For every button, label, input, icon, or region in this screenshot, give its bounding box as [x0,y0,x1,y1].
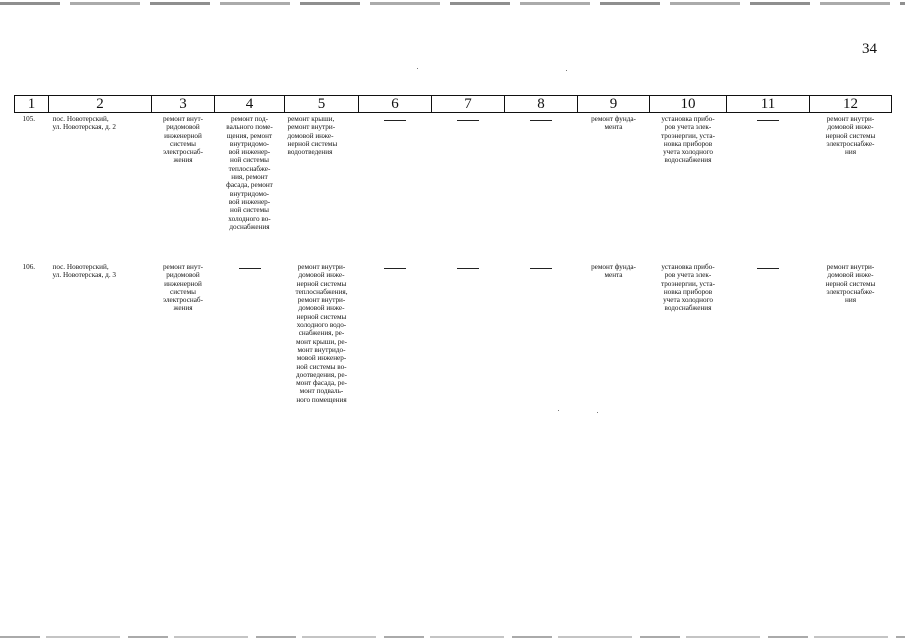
column-header: 2 [49,96,152,113]
work-cell [152,261,215,433]
dash-mark [530,268,552,269]
row-number-text: 106. [22,263,36,271]
work-cell [152,113,215,262]
column-header: 3 [152,96,215,113]
work-cell [650,261,727,433]
work-text: установка прибо- ров учета элек- троэнергии, уста- новка приборов учета холодного водоснабжения [660,263,716,313]
dash-mark [530,120,552,121]
dash-mark [384,268,406,269]
repair-schedule-table [14,95,892,433]
row-number-text: 105. [22,115,36,123]
dash-mark [384,120,406,121]
work-text: ремонт внутри- домовой инже- нерной системы теплоснабжения, ремонт внутри- домовой инже- нерной системы холодного водо- снабжения, ре- монт крыши, ре- монт внутридо- мовой инженер- ной системы во- доотведения, ре- монт фасада, ре- монт подваль- ного помещения [295,263,348,404]
row-number [15,113,49,262]
empty-cell [505,261,578,433]
work-text: ремонт внутри- домовой инже- нерной системы электроснабже- ния [825,115,876,157]
dash-mark [457,268,479,269]
work-text: ремонт внутри- домовой инже- нерной системы электроснабже- ния [825,263,876,305]
work-text: ремонт крыши, ремонт внутри- домовой инже- нерной системы водоотведения [287,115,338,157]
work-cell [810,261,892,433]
column-header: 5 [285,96,359,113]
row-number [15,261,49,433]
column-header: 8 [505,96,578,113]
column-header: 6 [359,96,432,113]
column-header: 4 [215,96,285,113]
page-number: 34 [862,41,877,57]
dash-mark [457,120,479,121]
work-text: ремонт фунда- мента [591,115,636,132]
work-cell [285,113,359,262]
work-cell [578,113,650,262]
dash-mark [239,268,261,269]
table-row [15,261,892,433]
work-text: ремонт внут- ридомовой инженерной системы электроснаб- жения [162,263,204,313]
work-cell [215,113,285,262]
empty-cell [359,113,432,262]
address-cell [49,261,152,433]
scan-speck [566,70,567,71]
work-text: ремонт под- вального поме- щения, ремонт внутридомо- вой инженер- ной системы теплоснабже- ния, ремонт фасада, ремонт внутридомо- вой инженер- ной системы холодного во- доснабжения [226,115,273,231]
dash-mark [757,268,779,269]
scan-edge-bottom [0,636,905,638]
work-cell [650,113,727,262]
empty-cell [727,113,810,262]
work-text: ремонт внут- ридомовой инженерной системы электроснаб- жения [162,115,204,165]
scan-speck [417,68,418,69]
column-header: 7 [432,96,505,113]
work-text: установка прибо- ров учета элек- троэнергии, уста- новка приборов учета холодного водоснабжения [660,115,716,165]
column-header: 10 [650,96,727,113]
work-text: ремонт фунда- мента [591,263,636,280]
header-row [15,96,892,113]
work-cell [578,261,650,433]
work-cell [285,261,359,433]
work-cell [810,113,892,262]
address-text: пос. Новотерский, ул. Новотерская, д. 2 [52,115,117,132]
empty-cell [727,261,810,433]
column-header: 12 [810,96,892,113]
column-header: 11 [727,96,810,113]
empty-cell [432,113,505,262]
empty-cell [359,261,432,433]
empty-cell [505,113,578,262]
column-header: 1 [15,96,49,113]
column-header: 9 [578,96,650,113]
table-row [15,113,892,262]
address-text: пос. Новотерский, ул. Новотерская, д. 3 [52,263,117,280]
empty-cell [432,261,505,433]
dash-mark [757,120,779,121]
empty-cell [215,261,285,433]
address-cell [49,113,152,262]
scan-edge-top [0,2,905,5]
